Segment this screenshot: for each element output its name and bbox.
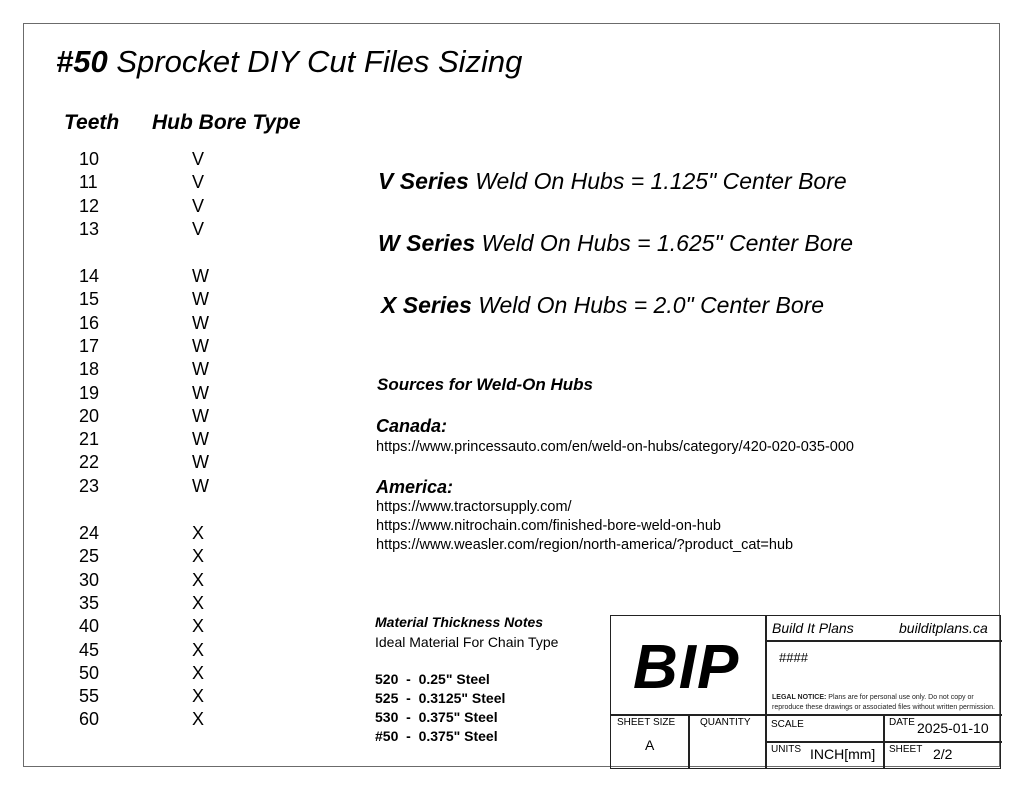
material-row: 520 - 0.25" Steel [375,671,490,687]
hub-bore-type: V [192,196,205,216]
sources-heading: Sources for Weld-On Hubs [377,375,593,394]
hub-bore-type: W [192,266,209,286]
sheet-label: SHEET [889,744,923,755]
hub-bore-type: X [192,570,205,590]
series-desc: Weld On Hubs = 1.625" Center Bore [481,230,854,256]
teeth-count: 16 [79,313,100,333]
series-x [381,292,824,319]
drawing-number: #### [779,650,808,665]
hub-bore-type: V [192,219,205,239]
company-name: Build It Plans [772,620,854,636]
hub-bore-type: W [192,406,209,426]
bip-logo: BIP [633,633,740,702]
teeth-count: 50 [79,663,100,683]
hub-bore-type: W [192,289,209,309]
material-row: 525 - 0.3125" Steel [375,690,506,706]
teeth-count: 22 [79,452,100,472]
company-website[interactable]: builditplans.ca [899,620,988,636]
column-header-teeth: Teeth [64,111,120,134]
hub-bore-type: W [192,452,209,472]
teeth-count: 24 [79,523,100,543]
source-link[interactable]: https://www.nitrochain.com/finished-bore-weld-on-hub [376,518,721,534]
hub-bore-type: X [192,663,205,683]
hub-bore-type: X [192,546,205,566]
teeth-count: 20 [79,406,100,426]
series-name: X Series [381,292,472,318]
title-number: #50 [56,44,108,79]
sheet-size-label: SHEET SIZE [617,717,676,728]
series-name: V Series [378,168,469,194]
teeth-count: 55 [79,686,100,706]
series-w [378,230,853,257]
column-header-hub-bore-type: Hub Bore Type [152,111,301,134]
teeth-count: 40 [79,616,100,636]
hub-bore-type: X [192,616,205,636]
date-label: DATE [889,717,915,728]
teeth-count: 11 [79,172,98,192]
material-subheading: Ideal Material For Chain Type [375,634,559,650]
region-canada: Canada: [376,416,448,436]
region-america: America: [376,477,454,497]
scale-label: SCALE [771,719,804,730]
hub-bore-type: X [192,686,205,706]
hub-bore-type: W [192,336,209,356]
hub-bore-type: X [192,709,205,729]
series-v [378,168,847,195]
teeth-count: 21 [79,429,100,449]
date-value: 2025-01-10 [917,720,989,736]
legal-notice [772,693,1000,713]
source-link[interactable]: https://www.weasler.com/region/north-america/?product_cat=hub [376,537,794,553]
hub-bore-type: W [192,476,209,496]
source-link[interactable]: https://www.tractorsupply.com/ [376,499,572,515]
hub-bore-type: X [192,593,205,613]
teeth-count: 14 [79,266,100,286]
sheet-value: 2/2 [933,746,953,762]
teeth-count: 35 [79,593,100,613]
hub-bore-type: W [192,383,209,403]
sheet-size-value: A [645,737,655,753]
teeth-count: 45 [79,640,100,660]
hub-bore-type: V [192,149,205,169]
units-value: INCH[mm] [810,746,876,762]
teeth-count: 10 [79,149,100,169]
source-link[interactable]: https://www.princessauto.com/en/weld-on-hubs/category/420-020-035-000 [376,439,854,455]
legal-notice-text: Plans are for personal use only. Do not copy or reproduce these drawings or associated files without written permission. [772,694,995,711]
quantity-label: QUANTITY [700,717,751,728]
hub-bore-type: W [192,429,209,449]
teeth-count: 18 [79,359,100,379]
teeth-count: 13 [79,219,100,239]
series-name: W Series [378,230,476,256]
page-title [56,44,522,80]
units-label: UNITS [771,744,801,755]
material-heading: Material Thickness Notes [375,614,544,630]
series-desc: Weld On Hubs = 2.0" Center Bore [478,292,825,318]
hub-bore-type: W [192,313,209,333]
legal-notice-label: LEGAL NOTICE: [772,694,827,701]
hub-bore-type: W [192,359,209,379]
teeth-count: 23 [79,476,100,496]
title-block [610,615,1001,769]
hub-bore-type: X [192,640,205,660]
title-text: Sprocket DIY Cut Files Sizing [116,44,523,79]
hub-bore-type: X [192,523,205,543]
teeth-count: 30 [79,570,100,590]
material-row: 530 - 0.375" Steel [375,709,498,725]
teeth-count: 19 [79,383,100,403]
teeth-count: 12 [79,196,100,216]
hub-bore-type: V [192,172,205,192]
teeth-count: 60 [79,709,100,729]
teeth-count: 17 [79,336,100,356]
teeth-count: 25 [79,546,100,566]
teeth-count: 15 [79,289,100,309]
series-desc: Weld On Hubs = 1.125" Center Bore [475,168,847,194]
material-row: #50 - 0.375" Steel [375,728,498,744]
